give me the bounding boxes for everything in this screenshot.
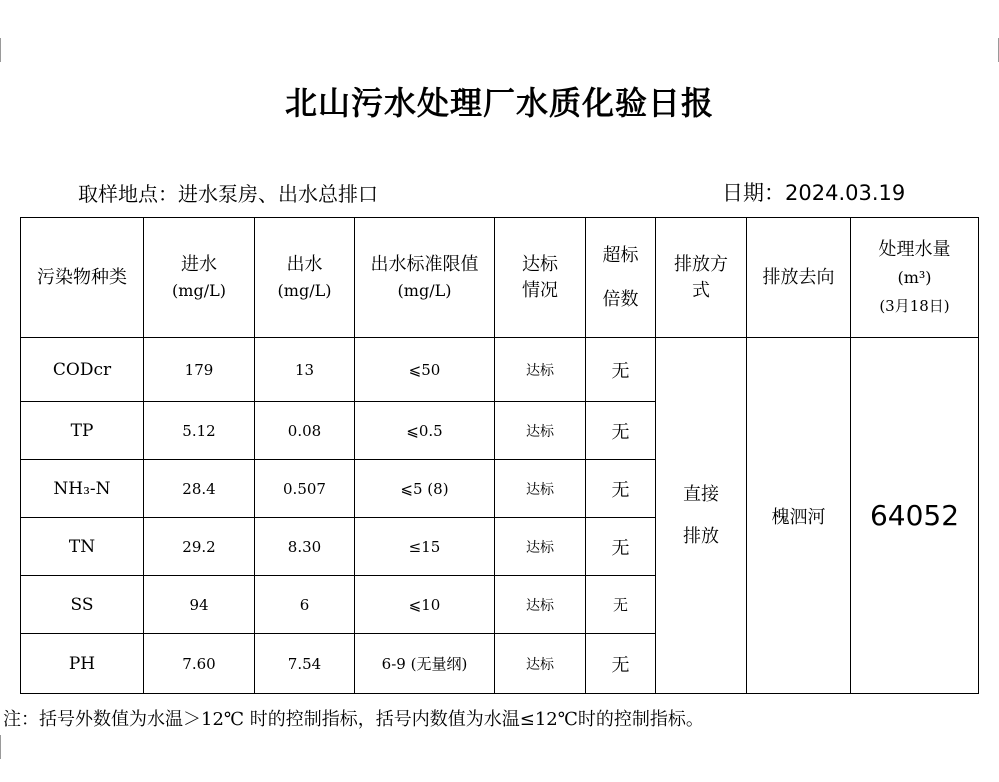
header-effluent-label: 出水 [286, 253, 323, 275]
footnote: 注：括号外数值为水温＞12℃ 时的控制指标，括号内数值为水温≤12℃时的控制指标。 [3, 709, 704, 730]
discharge-method-cell [656, 338, 747, 694]
influent-cell: 7.60 [144, 634, 255, 694]
header-discharge-destination: 排放去向 [747, 218, 851, 338]
exceed-cell: 无 [586, 338, 656, 402]
header-pollutant: 污染物种类 [21, 218, 144, 338]
header-compliance-line1: 达标 [522, 253, 558, 275]
pollutant-cell: PH [21, 634, 144, 694]
table-row [21, 338, 979, 402]
standard-cell: ≤15 [355, 518, 495, 576]
header-volume-date: (3月18日) [879, 296, 950, 315]
header-exceed-line1: 超标 [602, 244, 639, 266]
header-exceed-line2: 倍数 [602, 288, 639, 310]
header-standard-unit: (mg/L) [397, 280, 452, 300]
effluent-cell: 7.54 [255, 634, 355, 694]
pollutant-cell: TN [21, 518, 144, 576]
pollutant-cell: CODcr [21, 338, 144, 402]
header-influent-label: 进水 [181, 253, 217, 275]
pollutant-cell: SS [21, 576, 144, 634]
report-date: 日期：2024.03.19 [722, 181, 906, 205]
compliance-cell: 达标 [495, 402, 586, 460]
effluent-cell: 0.08 [255, 402, 355, 460]
compliance-cell: 达标 [495, 460, 586, 518]
header-exceed [586, 218, 656, 338]
header-discharge-method [656, 218, 747, 338]
effluent-cell: 0.507 [255, 460, 355, 518]
compliance-cell: 达标 [495, 518, 586, 576]
influent-cell: 29.2 [144, 518, 255, 576]
discharge-destination-cell: 槐泗河 [747, 338, 851, 694]
compliance-cell: 达标 [495, 576, 586, 634]
treated-volume-cell: 64052 [851, 338, 979, 694]
pollutant-cell: TP [21, 402, 144, 460]
header-standard-label: 出水标准限值 [370, 253, 479, 275]
left-edge-mark-lower [0, 735, 1, 759]
discharge-method-line2: 排放 [683, 525, 719, 547]
effluent-cell: 8.30 [255, 518, 355, 576]
standard-cell: ⩽10 [355, 576, 495, 634]
standard-cell: ⩽5 (8) [355, 460, 495, 518]
standard-cell: 6-9 (无量纲) [355, 634, 495, 694]
pollutant-cell: NH₃-N [21, 460, 144, 518]
exceed-cell: 无 [586, 518, 656, 576]
header-compliance-line2: 情况 [522, 279, 558, 301]
header-standard [355, 218, 495, 338]
standard-cell: ⩽0.5 [355, 402, 495, 460]
sampling-location: 取样地点：进水泵房、出水总排口 [78, 182, 378, 206]
compliance-cell: 达标 [495, 338, 586, 402]
header-volume-label: 处理水量 [878, 238, 951, 260]
compliance-cell: 达标 [495, 634, 586, 694]
report-title: 北山污水处理厂水质化验日报 [284, 84, 714, 122]
header-effluent-unit: (mg/L) [277, 280, 332, 300]
header-discharge-method-line2: 式 [692, 279, 710, 301]
header-influent [144, 218, 255, 338]
exceed-cell: 无 [586, 402, 656, 460]
header-row [21, 218, 979, 338]
water-quality-table [20, 217, 979, 694]
header-effluent [255, 218, 355, 338]
effluent-cell: 13 [255, 338, 355, 402]
effluent-cell: 6 [255, 576, 355, 634]
exceed-cell: 无 [586, 576, 656, 634]
header-compliance [495, 218, 586, 338]
influent-cell: 5.12 [144, 402, 255, 460]
standard-cell: ⩽50 [355, 338, 495, 402]
header-volume-unit: (m³) [897, 267, 932, 287]
discharge-method-line1: 直接 [683, 483, 719, 505]
left-edge-mark [0, 38, 1, 62]
exceed-cell: 无 [586, 460, 656, 518]
influent-cell: 94 [144, 576, 255, 634]
influent-cell: 28.4 [144, 460, 255, 518]
header-discharge-method-line1: 排放方 [674, 253, 728, 275]
influent-cell: 179 [144, 338, 255, 402]
header-volume [851, 218, 979, 338]
header-influent-unit: (mg/L) [172, 280, 226, 300]
exceed-cell: 无 [586, 634, 656, 694]
